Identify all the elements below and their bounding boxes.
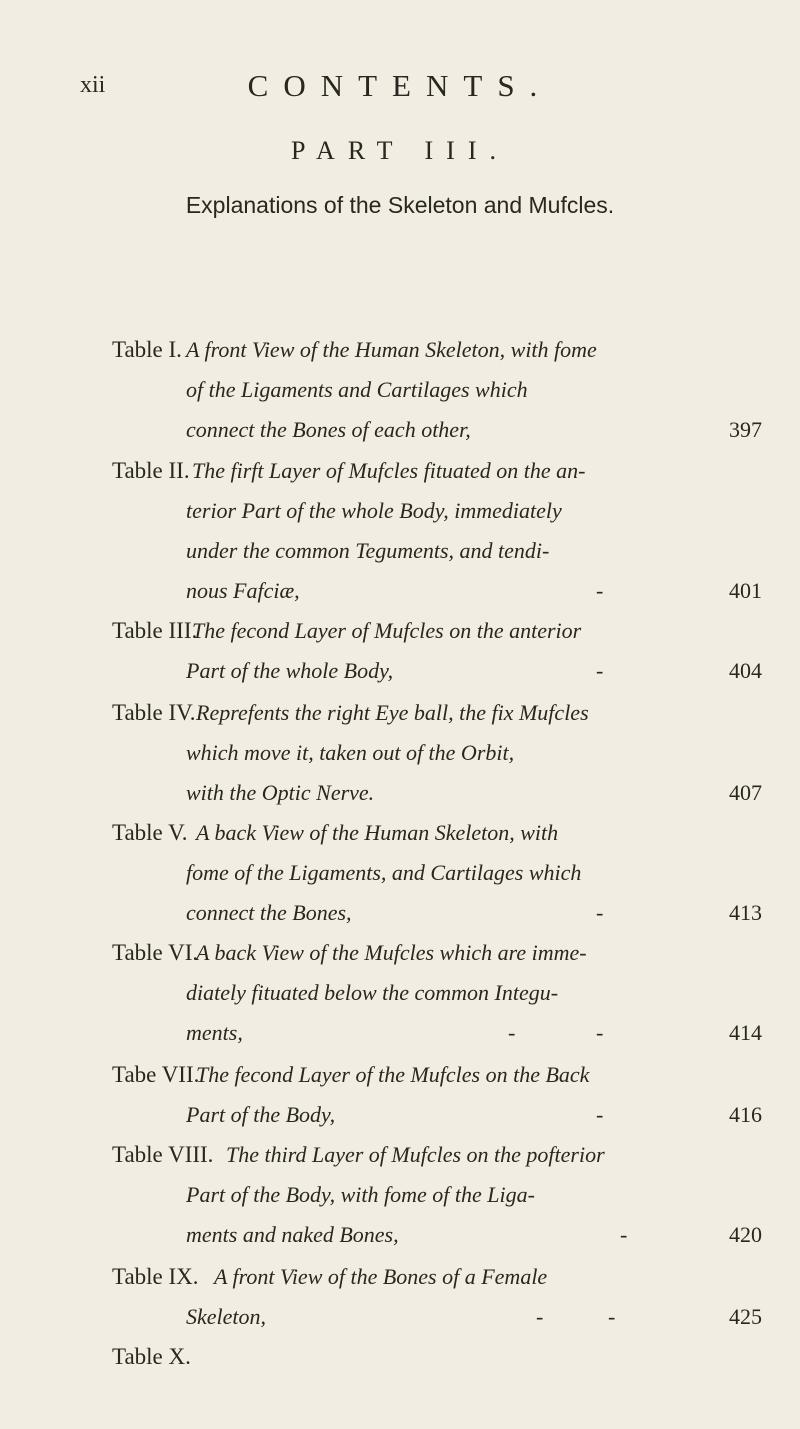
leader-dash: -	[608, 1304, 616, 1329]
leader-dash: -	[596, 578, 604, 603]
page-number: xii	[80, 72, 106, 98]
entry-page-number: 404	[729, 658, 762, 683]
entry-text-line: under the common Teguments, and tendi-	[186, 538, 550, 563]
entry-page-number: 407	[729, 780, 762, 805]
entry-page-number: 414	[729, 1020, 762, 1045]
entry-text-line: connect the Bones,	[186, 900, 352, 925]
entry-text-line: Reprefents the right Eye ball, the fix Mufcles	[196, 700, 589, 725]
leader-dash: -	[620, 1222, 628, 1247]
entry-label: Table X.	[112, 1344, 191, 1369]
leader-dash: -	[596, 658, 604, 683]
entry-label: Table V.	[112, 820, 188, 845]
entry-text-line: of the Ligaments and Cartilages which	[186, 377, 528, 402]
entry-text-line: Skeleton,	[186, 1304, 267, 1329]
entry-label: Table VI.	[112, 940, 199, 965]
entry-text-line: The firft Layer of Mufcles fituated on the an-	[192, 458, 586, 483]
entry-label: Tabe VII.	[112, 1062, 200, 1087]
entry-text-line: A front View of the Bones of a Female	[214, 1264, 548, 1289]
entry-text-line: ments and naked Bones,	[186, 1222, 399, 1247]
entry-label: Table IX.	[112, 1264, 199, 1289]
entry-label: Table I.	[112, 337, 182, 362]
entry-text-line: connect the Bones of each other,	[186, 417, 471, 442]
entry-text-line: ments,	[186, 1020, 243, 1045]
entry-text-line: Part of the Body, with fome of the Liga-	[186, 1182, 535, 1207]
entry-text-line: fome of the Ligaments, and Cartilages which	[186, 860, 582, 885]
entry-page-number: 397	[729, 417, 762, 442]
leader-dash: -	[596, 1102, 604, 1127]
running-head: CONTENTS.	[247, 68, 553, 103]
entry-text-line: terior Part of the whole Body, immediately	[186, 498, 562, 523]
entry-label: Table VIII.	[112, 1142, 214, 1167]
entry-text-line: nous Fafciæ,	[186, 578, 300, 603]
entry-text-line: Part of the Body,	[186, 1102, 336, 1127]
entry-text-line: The third Layer of Mufcles on the pofterior	[226, 1142, 605, 1167]
entry-text-line: The fecond Layer of Mufcles on the anterior	[192, 618, 582, 643]
entry-page-number: 420	[729, 1222, 762, 1247]
leader-dash: -	[596, 1020, 604, 1045]
entry-page-number: 401	[729, 578, 762, 603]
entry-text-line: A back View of the Mufcles which are imme-	[196, 940, 587, 965]
entry-page-number: 425	[729, 1304, 762, 1329]
entry-label: Table III.	[112, 618, 198, 643]
entry-label: Table II.	[112, 458, 190, 483]
leader-dash: -	[508, 1020, 516, 1045]
entry-text-line: which move it, taken out of the Orbit,	[186, 740, 515, 765]
entry-page-number: 413	[729, 900, 762, 925]
entry-text-line: A front View of the Human Skeleton, with fome	[186, 337, 597, 362]
entry-page-number: 416	[729, 1102, 762, 1127]
entry-text-line: diately fituated below the common Integu-	[186, 980, 559, 1005]
leader-dash: -	[596, 900, 604, 925]
part-title: PART III.	[290, 136, 510, 165]
entry-text-line: A back View of the Human Skeleton, with	[196, 820, 559, 845]
leader-dash: -	[536, 1304, 544, 1329]
entry-label: Table IV.	[112, 700, 196, 725]
entry-text-line: Part of the whole Body,	[186, 658, 394, 683]
section-subtitle: Explanations of the Skeleton and Mufcles.	[185, 192, 615, 218]
entry-text-line: The fecond Layer of the Mufcles on the Back	[196, 1062, 590, 1087]
entry-text-line: with the Optic Nerve.	[186, 780, 375, 805]
